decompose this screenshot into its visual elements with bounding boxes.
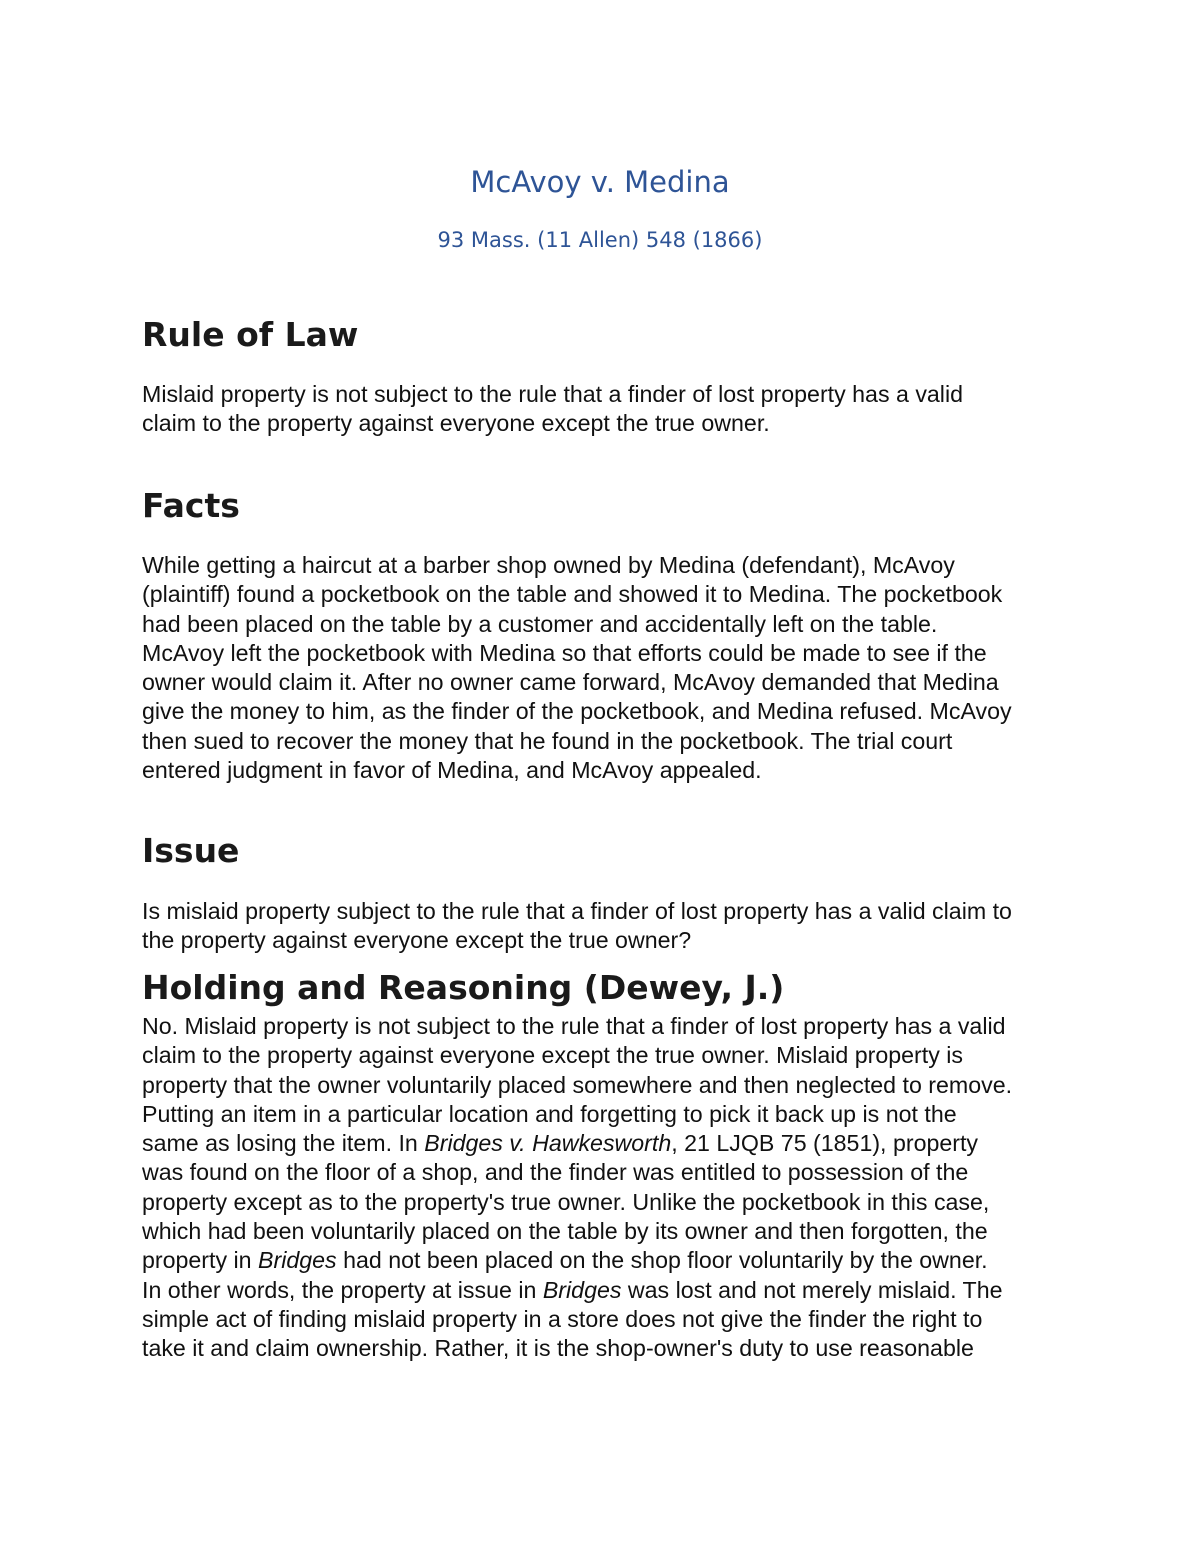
rule-of-law-heading: Rule of Law	[142, 315, 359, 354]
text-line: While getting a haircut at a barber shop owned by Medina (defendant), McAvoy	[142, 552, 955, 578]
case-name-italic: Bridges	[258, 1247, 337, 1274]
text-line: Is mislaid property subject to the rule that a finder of lost property has a valid claim to	[142, 898, 1012, 924]
text-line: property that the owner voluntarily placed somewhere and then neglected to remove.	[142, 1071, 1013, 1098]
text-line: take it and claim ownership. Rather, it is the shop-owner's duty to use reasonable	[142, 1335, 974, 1362]
text-line: then sued to recover the money that he found in the pocketbook. The trial court	[142, 727, 953, 754]
text-segment: property in	[142, 1247, 258, 1274]
text-segment: In other words, the property at issue in	[142, 1276, 543, 1303]
issue-text	[142, 897, 1012, 956]
text-line	[142, 1129, 1012, 1158]
text-line: simple act of finding mislaid property in a store does not give the finder the right to	[142, 1305, 983, 1332]
text-line: No. Mislaid property is not subject to the rule that a finder of lost property has a valid	[142, 1013, 1006, 1039]
holding-text	[142, 1012, 1012, 1364]
text-line: entered judgment in favor of Medina, and McAvoy appealed.	[142, 757, 762, 784]
text-line: had been placed on the table by a customer and accidentally left on the table.	[142, 610, 938, 637]
text-line: property except as to the property's true owner. Unlike the pocketbook in this case,	[142, 1188, 990, 1215]
case-title: McAvoy v. Medina	[470, 165, 730, 199]
issue-heading: Issue	[142, 831, 240, 870]
text-line: claim to the property against everyone except the true owner.	[142, 410, 770, 437]
case-name-italic: Bridges v. Hawkesworth	[424, 1130, 672, 1157]
rule-of-law-text	[142, 380, 963, 439]
text-line: (plaintiff) found a pocketbook on the table and showed it to Medina. The pocketbook	[142, 581, 1003, 608]
text-line: was found on the floor of a shop, and the finder was entitled to possession of the	[142, 1159, 969, 1186]
text-line: the property against everyone except the true owner?	[142, 927, 692, 954]
text-segment: was lost and not merely mislaid. The	[621, 1276, 1003, 1303]
text-line: which had been voluntarily placed on the table by its owner and then forgotten, the	[142, 1218, 988, 1245]
facts-heading: Facts	[142, 486, 240, 525]
text-line: claim to the property against everyone except the true owner. Mislaid property is	[142, 1042, 963, 1069]
text-line: Mislaid property is not subject to the rule that a finder of lost property has a valid	[142, 381, 964, 407]
text-segment: had not been placed on the shop floor voluntarily by the owner.	[336, 1247, 988, 1274]
facts-text	[142, 551, 1012, 785]
case-citation: 93 Mass. (11 Allen) 548 (1866)	[437, 228, 763, 252]
text-line: McAvoy left the pocketbook with Medina so that efforts could be made to see if the	[142, 639, 987, 666]
text-line: give the money to him, as the finder of the pocketbook, and Medina refused. McAvoy	[142, 698, 1012, 725]
text-segment: , 21 LJQB 75 (1851), property	[671, 1130, 979, 1157]
text-line	[142, 1276, 1012, 1305]
holding-heading: Holding and Reasoning (Dewey, J.)	[142, 968, 785, 1007]
case-name-italic: Bridges	[542, 1276, 622, 1303]
text-line: owner would claim it. After no owner came forward, McAvoy demanded that Medina	[142, 669, 999, 696]
text-line	[142, 1246, 1012, 1275]
text-segment: same as losing the item. In	[142, 1130, 425, 1157]
text-line: Putting an item in a particular location and forgetting to pick it back up is not the	[142, 1100, 957, 1127]
